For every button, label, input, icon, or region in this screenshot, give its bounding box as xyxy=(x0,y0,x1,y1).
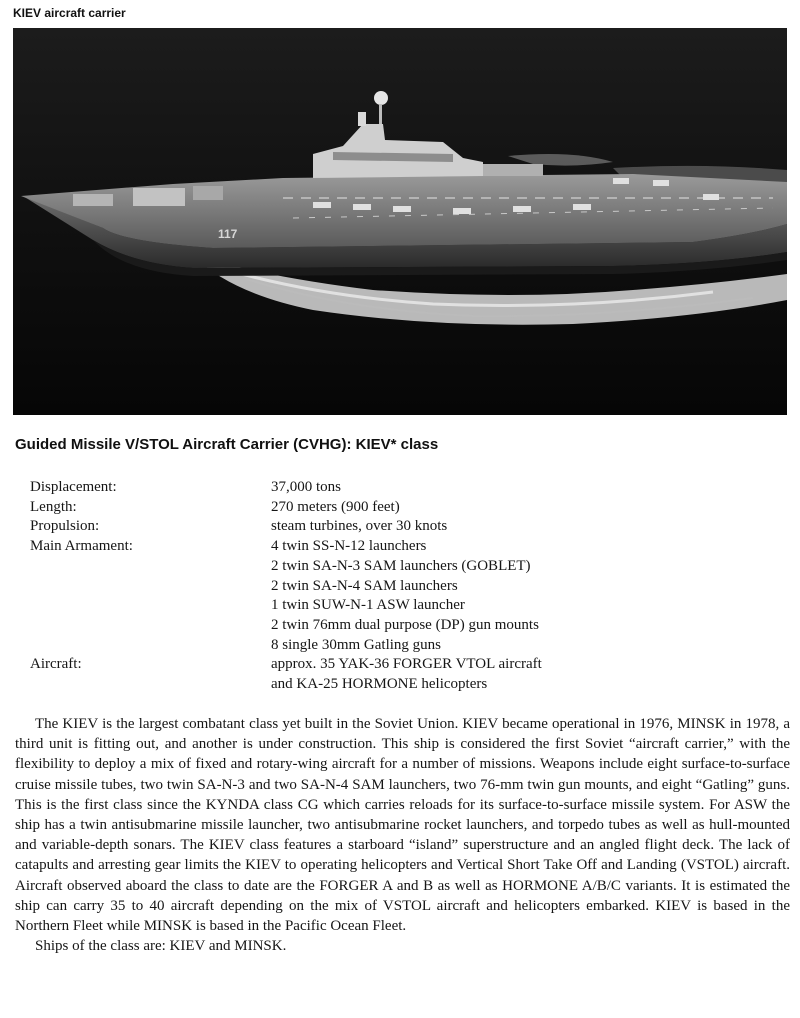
carrier-photo xyxy=(13,28,787,415)
spec-row-aircraft xyxy=(30,655,770,694)
body-paragraph: Ships of the class are: KIEV and MINSK. xyxy=(35,938,287,955)
spec-label: Main Armament: xyxy=(30,538,133,555)
specifications-table xyxy=(30,478,770,695)
spec-row-main-armament xyxy=(30,537,770,655)
spec-value: approx. 35 YAK-36 FORGER VTOL aircraft xyxy=(271,656,542,673)
spec-values xyxy=(271,517,770,537)
carrier-illustration xyxy=(13,28,787,415)
spec-values xyxy=(271,537,770,655)
body-paragraph: The KIEV is the largest combatant class yet built in the Soviet Union. KIEV became operational in 1976, MINSK in 1978, a third unit is fitting out, and another is under construction. This ship is considered the first Soviet “aircraft carrier,” with the flexibility to deploy a mix of fixed and rotary-wing aircraft for a number of missions. Weapons include eight surface-to-surface cruise missile tubes, two twin SA-N-3 and two SA-N-4 SAM launchers, two 76-mm twin gun mounts, and eight “Gatling” guns. This is the first class since the KYNDA class CG which carries reloads for its surface-to-surface missile system. For ASW the ship has a twin antisubmarine missile launcher, two antisubmarine rocket launchers, and torpedo tubes as well as hull-mounted and variable-depth sonars. The KIEV class features a starboard “island” superstructure and an angled flight deck. The lack of catapults and arresting gear limits the KIEV to operating helicopters and Vertical Short Take Off and Landing (VSTOL) aircraft. Aircraft observed aboard the class to date are the FORGER A and B as well as HORMONE A/B/C variants. It is estimated the ship can carry 35 to 40 aircraft depending on the mix of VSTOL aircraft and helicopters embarked. KIEV is based in the Northern Fleet while MINSK is based in the Pacific Ocean Fleet. xyxy=(15,716,790,935)
spec-values xyxy=(271,478,770,498)
spec-label: Aircraft: xyxy=(30,656,82,673)
spec-values xyxy=(271,498,770,518)
spec-value: 8 single 30mm Gatling guns xyxy=(271,636,441,653)
spec-row-propulsion xyxy=(30,517,770,537)
spec-value: 2 twin SA-N-3 SAM launchers (GOBLET) xyxy=(271,557,531,574)
spec-values xyxy=(271,655,770,694)
spec-value: 4 twin SS-N-12 launchers xyxy=(271,538,427,555)
hull-number: 117 xyxy=(218,227,238,241)
spec-value: 37,000 tons xyxy=(271,479,342,495)
spec-label: Length: xyxy=(30,498,77,515)
spec-value: 270 meters (900 feet) xyxy=(271,498,400,515)
spec-row-length xyxy=(30,498,770,518)
photo-caption: KIEV aircraft carrier xyxy=(13,6,126,20)
spec-value: 1 twin SUW-N-1 ASW launcher xyxy=(271,597,465,614)
spec-value: 2 twin SA-N-4 SAM launchers xyxy=(271,577,458,594)
spec-label: Propulsion: xyxy=(30,518,100,535)
description-text xyxy=(15,714,790,956)
spec-label: Displacement: xyxy=(30,479,117,495)
spec-value: 2 twin 76mm dual purpose (DP) gun mounts xyxy=(271,616,539,633)
section-heading: Guided Missile V/STOL Aircraft Carrier (CVHG): KIEV* class xyxy=(15,436,439,453)
spec-value: and KA-25 HORMONE helicopters xyxy=(271,676,488,693)
spec-row-displacement xyxy=(30,478,770,498)
spec-value: steam turbines, over 30 knots xyxy=(271,518,448,535)
